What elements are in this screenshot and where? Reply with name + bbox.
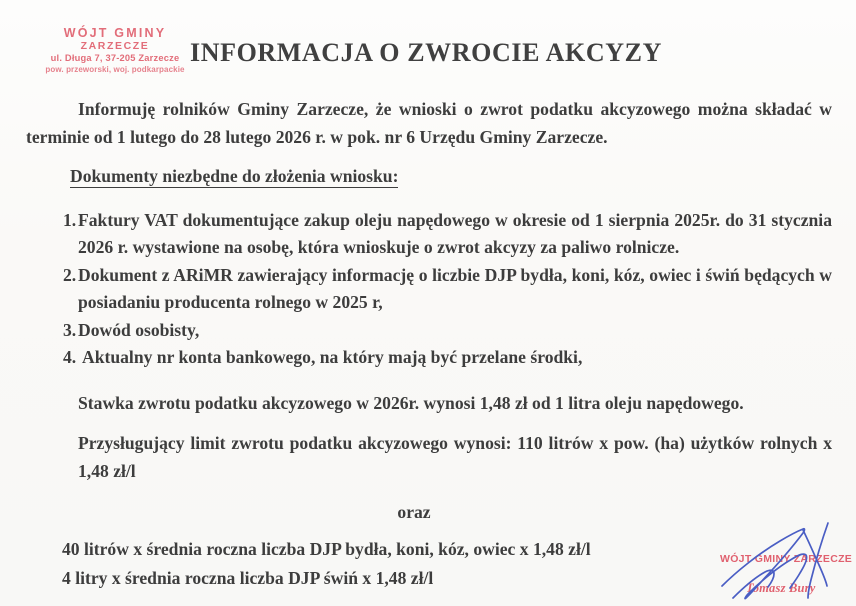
list-item: Faktury VAT dokumentujące zakup oleju napędowego w okresie od 1 sierpnia 2025r. do 31 stycznia 2026 r. wystawione na osobę, która wnioskuje o zwrot akcyzy za paliwo rolnicze. <box>78 209 832 257</box>
signature-stamp-name: Tomasz Bury <box>746 581 816 595</box>
document-body <box>26 96 832 593</box>
required-documents-list <box>26 207 832 372</box>
signature-block <box>706 520 856 606</box>
signature-stamp-title: WÓJT GMINY ZARZECZE <box>720 553 853 565</box>
list-item: Dokument z ARiMR zawierający informację o liczbie DJP bydła, koni, kóz, owiec i świń będących w posiadaniu producenta rolnego w 2025 r, <box>78 264 832 312</box>
oraz-separator: oraz <box>397 502 431 522</box>
rate-paragraph: Stawka zwrotu podatku akcyzowego w 2026r. wynosi 1,48 zł od 1 litra oleju napędowego. <box>78 392 744 413</box>
tail-line: 40 litrów x średnia roczna liczba DJP bydła, koni, kóz, owiec x 1,48 zł/l <box>62 538 591 559</box>
letterhead-line-2: ZARZECZE <box>80 40 150 53</box>
list-item: Aktualny nr konta bankowego, na który mają być przelane środki, <box>82 347 583 367</box>
document-title: INFORMACJA O ZWROCIE AKCYZY <box>190 38 662 67</box>
limit-paragraph: Przysługujący limit zwrotu podatku akcyzowego wynosi: 110 litrów x pow. (ha) użytków rolnych x 1,48 zł/l <box>78 433 832 481</box>
intro-paragraph: Informuję rolników Gminy Zarzecze, że wnioski o zwrot podatku akcyzowego można składać w terminie od 1 lutego do 28 lutego 2026 r. w pok. nr 6 Urzędu Gminy Zarzecze. <box>26 99 832 147</box>
section-heading <box>26 163 832 191</box>
letterhead-region: pow. przeworski, woj. podkarpackie <box>45 64 185 74</box>
list-item: Dowód osobisty, <box>78 319 200 340</box>
letterhead-line-1: WÓJT GMINY <box>63 26 167 40</box>
letterhead-address: ul. Długa 7, 37-205 Zarzecze <box>50 53 180 65</box>
section-heading-text: Dokumenty niezbędne do złożenia wniosku: <box>70 166 399 186</box>
tail-line: 4 litry x średnia roczna liczba DJP świń x 1,48 zł/l <box>62 568 434 588</box>
letterhead-stamp <box>40 27 190 74</box>
